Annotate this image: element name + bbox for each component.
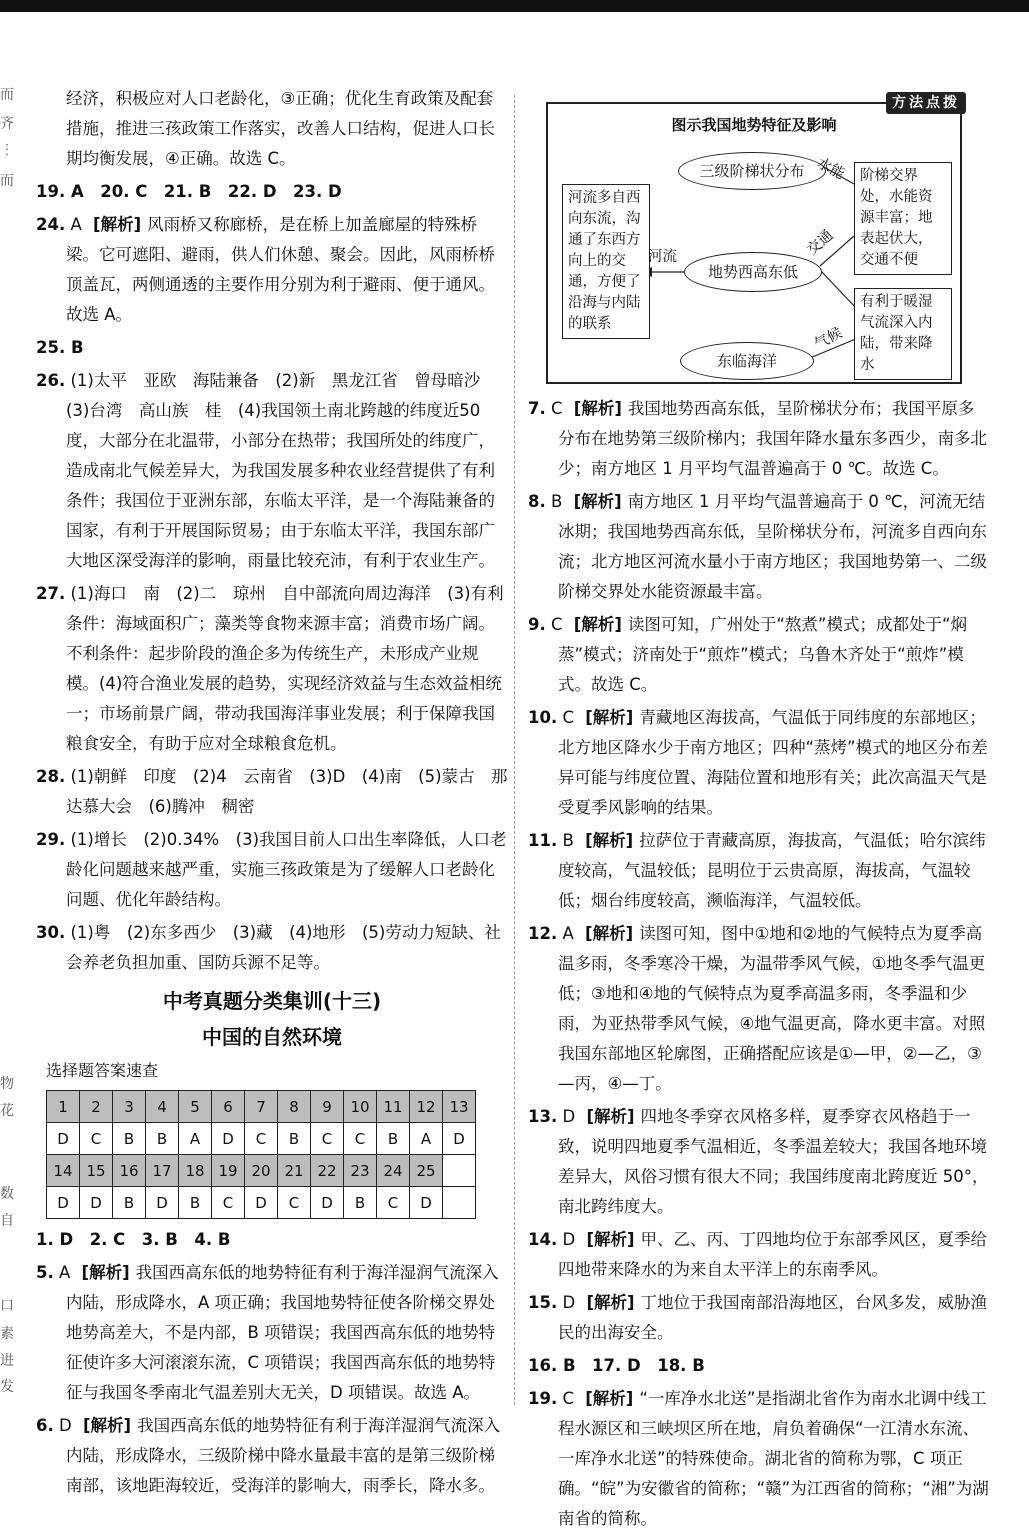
box-moist-air: 有利于暖湿气流深入内陆，带来降水 <box>854 288 952 380</box>
q-answer: D <box>562 1293 576 1312</box>
quick-answer-label: 选择题答案速查 <box>46 1061 159 1080</box>
oval-terrain-west-high-east-low: 地势西高东低 <box>684 252 822 292</box>
table-cell: D <box>146 1187 179 1219</box>
table-cell <box>443 1187 476 1219</box>
analysis-tag: [解析] <box>573 399 622 418</box>
q-text: 丁地位于我国南部沿海地区，台风多发，威胁渔民的出海安全。 <box>558 1293 988 1342</box>
q-answer: C <box>562 1389 575 1408</box>
table-cell: D <box>245 1187 278 1219</box>
section-subtitle: 中国的自然环境 <box>202 1025 342 1049</box>
answers-19-23: 19. A 20. C 21. B 22. D 23. D <box>36 182 342 201</box>
table-cell <box>443 1155 476 1187</box>
analysis-tag: [解析] <box>585 708 634 727</box>
q-number: 8. <box>528 492 546 511</box>
q-text: (1)朝鲜 印度 (2)4 云南省 (3)D (4)南 (5)蒙古 那达慕大会 (6)腾冲 稠密 <box>66 767 508 816</box>
table-cell: 2 <box>80 1091 113 1123</box>
q-number: 13. <box>528 1107 558 1126</box>
q-number: 9. <box>528 615 546 634</box>
answer-5 <box>36 1258 508 1408</box>
table-cell: C <box>311 1123 344 1155</box>
answer-25: 25. B <box>36 338 84 357</box>
table-cell: 23 <box>344 1155 377 1187</box>
edge-char: 口 <box>0 1298 14 1314</box>
q-text: (1)增长 (2)0.34% (3)我国目前人口出生率降低，人口老龄化问题越来越严重，实施三孩政策是为了缓解人口老龄化问题、优化年龄结构。 <box>66 830 507 909</box>
table-cell: B <box>179 1187 212 1219</box>
q-answer: C <box>562 708 575 727</box>
answer-24 <box>36 210 508 330</box>
right-column <box>528 92 990 1537</box>
table-cell: 1 <box>47 1091 80 1123</box>
analysis-tag: [解析] <box>585 924 634 943</box>
answer-26 <box>36 366 508 576</box>
answer-29 <box>36 825 508 915</box>
table-cell: D <box>311 1187 344 1219</box>
q-answer: C <box>551 399 563 418</box>
q-text: 四地冬季穿衣风格多样，夏季穿衣风格趋于一致，说明四地夏季气温相近，冬季温差较大；我国各地环境差异大，风俗习惯有很大不同；我国纬度南北跨度近 50°，南北跨纬度大。 <box>558 1107 989 1216</box>
edge-char: 物 <box>0 1076 14 1092</box>
table-cell: 8 <box>278 1091 311 1123</box>
table-row <box>47 1155 476 1187</box>
answer-table <box>46 1090 476 1219</box>
q-answer: A <box>59 1263 71 1282</box>
column-divider <box>514 95 515 1405</box>
answer-19 <box>528 1384 990 1534</box>
q-text: 甲、乙、丙、丁四地均位于东部季风区，夏季给四地带来降水的为来自太平洋上的东南季风。 <box>558 1230 988 1279</box>
analysis-tag: [解析] <box>81 1263 130 1282</box>
table-cell: 22 <box>311 1155 344 1187</box>
label-climate: 气候 <box>811 325 846 353</box>
edge-char: 进 <box>0 1353 14 1369</box>
q-text: 我国西高东低的地势特征有利于海洋湿润气流深入内陆，形成降水，A 项正确；我国地势特征使各阶梯交界处地势高差大，不是内部，B 项错误；我国西高东低的地势特征使许多大河滚滚东流，C 项错误；我国西高东低的地势特征与我国冬季南北气温差别大无关，D 项错误。故选 A。 <box>66 1263 499 1402</box>
edge-char: 自 <box>0 1213 14 1229</box>
answers-16-18: 16. B 17. D 18. B <box>528 1356 705 1375</box>
table-cell: C <box>278 1187 311 1219</box>
q-answer: D <box>562 1107 576 1126</box>
table-cell: 21 <box>278 1155 311 1187</box>
answer-continuation: 经济，积极应对人口老龄化，③正确；优化生育政策及配套措施，推进三孩政策工作落实，改善人口结构，促进人口长期均衡发展，④正确。故选 C。 <box>66 89 495 168</box>
table-cell: 7 <box>245 1091 278 1123</box>
answer-8 <box>528 487 990 607</box>
edge-char: 齐 <box>0 116 14 132</box>
analysis-tag: [解析] <box>585 831 634 850</box>
q-number: 26. <box>36 371 66 390</box>
answer-7 <box>528 394 990 484</box>
q-number: 24. <box>36 215 66 234</box>
table-cell: D <box>47 1123 80 1155</box>
answer-12 <box>528 919 990 1099</box>
table-cell: D <box>410 1187 443 1219</box>
edge-char: 素 <box>0 1326 14 1342</box>
answer-13 <box>528 1102 990 1222</box>
q-number: 29. <box>36 830 66 849</box>
table-cell: B <box>278 1123 311 1155</box>
terrain-diagram <box>546 95 962 384</box>
q-number: 30. <box>36 923 66 942</box>
table-cell: D <box>443 1123 476 1155</box>
edge-char: 数 <box>0 1186 14 1202</box>
top-bar <box>0 0 1029 12</box>
q-number: 11. <box>528 831 558 850</box>
q-number: 12. <box>528 924 558 943</box>
answer-27 <box>36 579 508 759</box>
box-rivers: 河流多自西向东流，沟通了东西方向上的交通，方便了沿海与内陆的联系 <box>562 184 650 339</box>
edge-char: 花 <box>0 1103 14 1119</box>
table-cell: B <box>113 1123 146 1155</box>
table-cell: 19 <box>212 1155 245 1187</box>
q-text: 我国地势西高东低，呈阶梯状分布；我国平原多分布在地势第三级阶梯内；我国年降水量东多西少，南多北少；南方地区 1 月平均气温普遍高于 0 ℃。故选 C。 <box>558 399 987 478</box>
section-title: 中考真题分类集训(十三) <box>162 989 382 1013</box>
analysis-tag: [解析] <box>82 1416 132 1435</box>
table-cell: 16 <box>113 1155 146 1187</box>
q-answer: D <box>59 1416 72 1435</box>
table-cell: 24 <box>377 1155 410 1187</box>
edge-char: 而 <box>0 173 14 189</box>
box-hydropower: 阶梯交界处，水能资源丰富；地表起伏大，交通不便 <box>854 162 952 275</box>
q-text: 青藏地区海拔高，气温低于同纬度的东部地区；北方地区降水少于南方地区；四种“蒸烤”模式的地区分布差异可能与纬度位置、海陆位置和地形有关；此次高温天气是受夏季风影响的结果。 <box>558 708 988 817</box>
table-cell: B <box>113 1187 146 1219</box>
q-text: (1)太平 亚欧 海陆兼备 (2)新 黑龙江省 曾母暗沙 (3)台湾 高山族 桂 (4)我国领土南北跨越的纬度近50度，大部分在北温带，小部分在热带；我国所处的纬度广，造成南北气候差异大，为我国发展多种农业经营提供了有利条件；我国位于亚洲东部，东临太平洋，是一个海陆兼备的国家，有利于开展国际贸易；由于东临太平洋，我国东部广大地区深受海洋的影响，雨量比较充沛，有利于农业生产。 <box>66 371 497 570</box>
table-cell: C <box>245 1123 278 1155</box>
oval-east-facing-sea: 东临海洋 <box>680 342 814 380</box>
q-answer: B <box>551 492 563 511</box>
q-text: (1)海口 南 (2)二 琼州 自中部流向周边海洋 (3)有利条件：海域面积广；藻类等食物来源丰富；消费市场广阔。不利条件：起步阶段的渔企多为传统生产，未形成产业规模。(4)符合渔业发展的趋势，实现经济效益与生态效益相统一；市场前景广阔，带动我国海洋事业发展；利于保障我国粮食安全，有助于应对全球粮食危机。 <box>66 584 504 753</box>
left-column <box>36 84 508 1504</box>
q-text: 读图可知，广州处于“熬煮”模式；成都处于“焖蒸”模式；济南处于“煎炸”模式；乌鲁木齐处于“煎炸”模式。故选 C。 <box>558 615 968 694</box>
q-number: 6. <box>36 1416 54 1435</box>
label-hydropower: 水能 <box>813 155 848 183</box>
table-row <box>47 1187 476 1219</box>
q-text: 南方地区 1 月平均气温普遍高于 0 ℃，河流无结冰期；我国地势西高东低，呈阶梯状分布，河流多自西向东流；北方地区河流水量小于南方地区；我国地势第一、二级阶梯交界处水能资源最丰富。 <box>558 492 987 601</box>
table-cell: 11 <box>377 1091 410 1123</box>
table-cell: 17 <box>146 1155 179 1187</box>
method-tip-badge: 方法点拨 <box>886 92 966 114</box>
answer-15 <box>528 1288 990 1348</box>
table-cell: B <box>377 1123 410 1155</box>
analysis-tag: [解析] <box>93 215 142 234</box>
answer-6 <box>36 1411 508 1501</box>
q-answer: D <box>562 1230 576 1249</box>
table-row <box>47 1091 476 1123</box>
answer-9 <box>528 610 990 700</box>
table-cell: C <box>212 1187 245 1219</box>
q-text: 读图可知，图中①地和②地的气候特点为夏季高温多雨，冬季寒冷干燥，为温带季风气候，①地冬季气温更低；③地和④地的气候特点为夏季高温多雨，冬季温和少雨，为亚热带季风气候，④地气温更高，降水更丰富。对照我国东部地区轮廓图，正确搭配应该是①—甲，②—乙，③—丙，④—丁。 <box>558 924 986 1093</box>
q-answer: B <box>562 831 574 850</box>
table-cell: 18 <box>179 1155 212 1187</box>
diagram-title: 图示我国地势特征及影响 <box>671 116 837 134</box>
analysis-tag: [解析] <box>573 492 622 511</box>
q-number: 28. <box>36 767 66 786</box>
q-number: 5. <box>36 1263 54 1282</box>
table-cell: C <box>377 1187 410 1219</box>
analysis-tag: [解析] <box>586 1107 635 1126</box>
analysis-tag: [解析] <box>586 1230 635 1249</box>
analysis-tag: [解析] <box>586 1293 635 1312</box>
q-number: 14. <box>528 1230 558 1249</box>
oval-three-steps: 三级阶梯状分布 <box>678 152 826 190</box>
table-cell: D <box>212 1123 245 1155</box>
answers-1-4: 1. D 2. C 3. B 4. B <box>36 1230 231 1249</box>
table-cell: 12 <box>410 1091 443 1123</box>
table-cell: 9 <box>311 1091 344 1123</box>
table-cell: 10 <box>344 1091 377 1123</box>
analysis-tag: [解析] <box>585 1389 634 1408</box>
table-cell: C <box>344 1123 377 1155</box>
edge-char: ︙ <box>0 143 14 159</box>
q-number: 7. <box>528 399 546 418</box>
q-text: 风雨桥又称廊桥，是在桥上加盖廊屋的特殊桥梁。它可遮阳、避雨，供人们休憩、聚会。因此，风雨桥桥顶盖瓦，两侧通透的主要作用分别为利于避雨、便于通风。故选 A。 <box>66 215 495 324</box>
label-river: 河流 <box>648 249 677 265</box>
table-cell: D <box>80 1187 113 1219</box>
q-number: 19. <box>528 1389 558 1408</box>
q-text: (1)粤 (2)东多西少 (3)藏 (4)地形 (5)劳动力短缺、社会养老负担加重、国防兵源不足等。 <box>66 923 501 972</box>
table-cell: 20 <box>245 1155 278 1187</box>
label-traffic: 交通 <box>804 227 837 259</box>
q-number: 15. <box>528 1293 558 1312</box>
answer-14 <box>528 1225 990 1285</box>
table-cell: 13 <box>443 1091 476 1123</box>
table-cell: 3 <box>113 1091 146 1123</box>
table-cell: 4 <box>146 1091 179 1123</box>
table-cell: B <box>146 1123 179 1155</box>
answer-10 <box>528 703 990 823</box>
table-cell: C <box>80 1123 113 1155</box>
table-cell: D <box>47 1187 80 1219</box>
table-cell: A <box>410 1123 443 1155</box>
table-cell: 5 <box>179 1091 212 1123</box>
table-cell: 25 <box>410 1155 443 1187</box>
answer-30 <box>36 918 508 978</box>
table-cell: B <box>344 1187 377 1219</box>
q-answer: A <box>562 924 574 943</box>
edge-char: 而 <box>0 87 14 103</box>
analysis-tag: [解析] <box>573 615 622 634</box>
q-number: 27. <box>36 584 66 603</box>
q-text: 我国西高东低的地势特征有利于海洋湿润气流深入内陆，形成降水，三级阶梯中降水量最丰富的是第三级阶梯南部，该地距海较近，受海洋的影响大，雨季长，降水多。 <box>66 1416 501 1495</box>
table-cell: 14 <box>47 1155 80 1187</box>
table-cell: 6 <box>212 1091 245 1123</box>
q-answer: A <box>70 215 82 234</box>
q-text: 拉萨位于青藏高原，海拔高，气温低；哈尔滨纬度较高，气温较低；昆明位于云贵高原，海拔高，气温较低；烟台纬度较高，濒临海洋，气温较低。 <box>558 831 986 910</box>
answer-11 <box>528 826 990 916</box>
q-text: “一库净水北送”是指湖北省作为南水北调中线工程水源区和三峡坝区所在地，肩负着确保“一江清水东流、一库净水北送”的特殊使命。湖北省的简称为鄂，C 项正确。“皖”为安徽省的简称；“赣”为江西省的简称；“湘”为湖南省的简称。 <box>558 1389 989 1528</box>
table-cell: A <box>179 1123 212 1155</box>
q-answer: C <box>551 615 563 634</box>
table-row <box>47 1123 476 1155</box>
edge-char: 发 <box>0 1379 14 1395</box>
table-cell: 15 <box>80 1155 113 1187</box>
q-number: 10. <box>528 708 558 727</box>
answer-28 <box>36 762 508 822</box>
